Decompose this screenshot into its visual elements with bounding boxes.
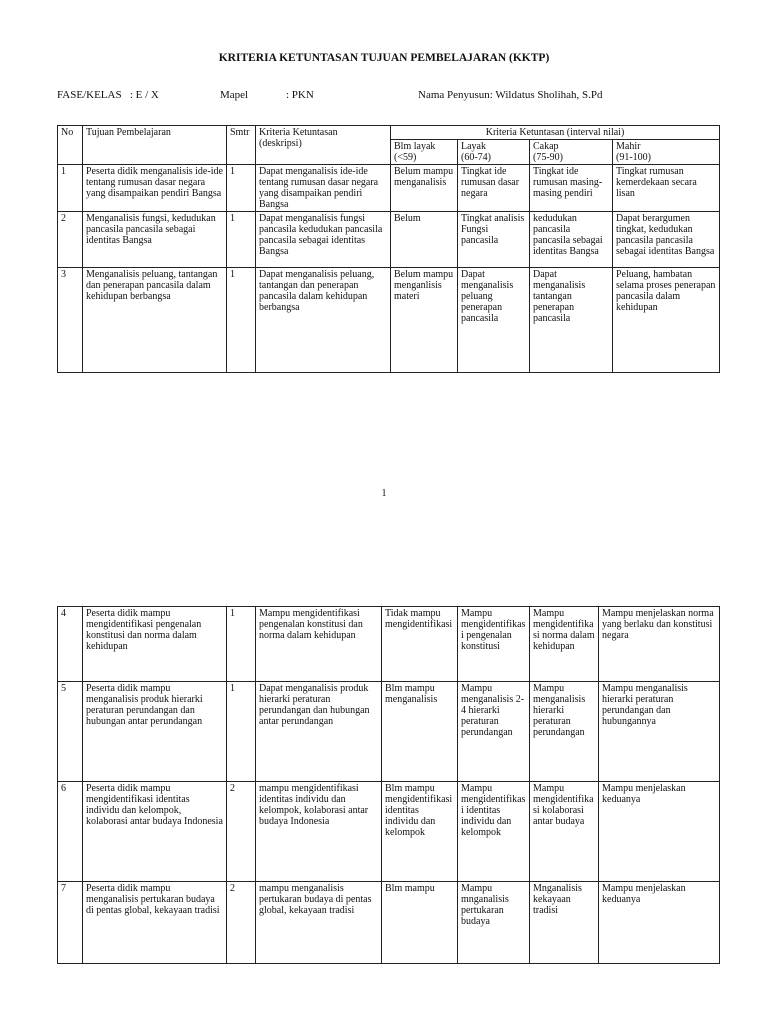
cell-tujuan: Peserta didik mampu mengidentifikasi identitas individu dan kelompok, kolaborasi antar budaya Indonesia [83,782,227,882]
cell-tujuan: Menganalisis peluang, tantangan dan penerapan pancasila dalam kehidupan berbangsa [83,268,227,373]
header-mahir: Mahir (91-100) [613,140,720,165]
cell-kriteria: mampu menganalisis pertukaran budaya di pentas global, kekayaan tradisi [256,882,382,964]
penyusun: Nama Penyusun: Wildatus Sholihah, S.Pd [418,89,603,101]
cell-layak: Mampu menganalisis 2-4 hierarki peraturan perundangan [458,682,530,782]
cell-cakap: kedudukan pancasila pancasila sebagai identitas Bangsa [530,212,613,268]
cell-no: 3 [58,268,83,373]
cell-kriteria: Dapat menganalisis peluang, tantangan dan penerapan pancasila dalam kehidupan berbangsa [256,268,391,373]
table-row [58,682,720,782]
cell-blm-layak: Belum mampu menganalisis [391,165,458,212]
mapel-label: Mapel [220,89,249,101]
cell-smtr: 2 [227,882,256,964]
cell-blm-layak: Belum [391,212,458,268]
cell-layak: Mampu mengidentifikasi pengenalan konstitusi [458,607,530,682]
cell-kriteria: Dapat menganalisis produk hierarki peraturan perundangan dan hubungan antar perundangan [256,682,382,782]
cell-kriteria: Mampu mengidentifikasi pengenalan konstitusi dan norma dalam kehidupan [256,607,382,682]
cell-tujuan: Peserta didik mampu mengidentifikasi pengenalan konstitusi dan norma dalam kehidupan [83,607,227,682]
cell-layak: Dapat menganalisis peluang penerapan pancasila [458,268,530,373]
cell-mahir: Dapat berargumen tingkat, kedudukan pancasila pancasila sebagai identitas Bangsa [613,212,720,268]
cell-no: 7 [58,882,83,964]
cell-layak: Mampu mnganalisis pertukaran budaya [458,882,530,964]
kktp-table-page-1 [57,125,720,373]
cell-no: 6 [58,782,83,882]
header-smtr: Smtr [227,126,256,165]
document-title: KRITERIA KETUNTASAN TUJUAN PEMBELAJARAN (KKTP) [218,52,550,64]
cell-tujuan: Peserta didik mampu menganalisis pertukaran budaya di pentas global, kekayaan tradisi [83,882,227,964]
header-layak: Layak (60-74) [458,140,530,165]
cell-mahir: Tingkat rumusan kemerdekaan secara lisan [613,165,720,212]
cell-cakap: Tingkat ide rumusan masing-masing pendiri [530,165,613,212]
cell-tujuan: Menganalisis fungsi, kedudukan pancasila pancasila sebagai identitas Bangsa [83,212,227,268]
cell-cakap: Mnganalisis kekayaan tradisi [530,882,599,964]
cell-mahir: Mampu menjelaskan keduanya [599,882,720,964]
cell-layak: Tingkat ide rumusan dasar negara [458,165,530,212]
cell-kriteria: mampu mengidentifikasi identitas individu dan kelompok, kolaborasi antar budaya Indonesia [256,782,382,882]
cell-cakap: Mampu mengidentifikasi kolaborasi antar budaya [530,782,599,882]
header-cakap: Cakap (75-90) [530,140,613,165]
cell-layak: Tingkat analisis Fungsi pancasila [458,212,530,268]
cell-smtr: 2 [227,782,256,882]
table-row [58,882,720,964]
page-number: 1 [381,488,387,499]
table-row [58,607,720,682]
fase-kelas: FASE/KELAS : E / X [57,89,159,101]
cell-blm-layak: Blm mampu mengidentifikasi identitas individu dan kelompok [382,782,458,882]
mapel-value: : PKN [286,89,314,101]
cell-smtr: 1 [227,212,256,268]
cell-no: 5 [58,682,83,782]
cell-no: 2 [58,212,83,268]
table-row [58,212,720,268]
cell-smtr: 1 [227,268,256,373]
cell-smtr: 1 [227,607,256,682]
cell-cakap: Mampu mengidentifikasi norma dalam kehidupan [530,607,599,682]
cell-blm-layak: Blm mampu menganalisis [382,682,458,782]
table-row [58,782,720,882]
header-blm-layak: Blm layak (<59) [391,140,458,165]
cell-mahir: Mampu menjelaskan norma yang berlaku dan konstitusi negara [599,607,720,682]
cell-mahir: Mampu menjelaskan keduanya [599,782,720,882]
cell-blm-layak: Belum mampu menganlisis materi [391,268,458,373]
cell-blm-layak: Blm mampu [382,882,458,964]
cell-smtr: 1 [227,682,256,782]
cell-cakap: Mampu menganalisis hierarki peraturan perundangan [530,682,599,782]
cell-tujuan: Peserta didik mampu menganalisis produk hierarki peraturan perundangan dan hubungan antar perundangan [83,682,227,782]
header-no: No [58,126,83,165]
cell-kriteria: Dapat menganalisis fungsi pancasila kedudukan pancasila pancasila sebagai identitas Bangsa [256,212,391,268]
cell-blm-layak: Tidak mampu mengidentifikasi [382,607,458,682]
cell-kriteria: Dapat menganalisis ide-ide tentang rumusan dasar negara yang disampaikan pendiri Bangsa [256,165,391,212]
cell-no: 4 [58,607,83,682]
kktp-table-page-2 [57,606,720,964]
table-row [58,268,720,373]
cell-layak: Mampu mengidentifikasi identitas individu dan kelompok [458,782,530,882]
header-interval: Kriteria Ketuntasan (interval nilai) [391,126,720,140]
table-row [58,165,720,212]
cell-smtr: 1 [227,165,256,212]
header-tujuan: Tujuan Pembelajaran [83,126,227,165]
header-kriteria: Kriteria Ketuntasan (deskripsi) [256,126,391,165]
cell-mahir: Peluang, hambatan selama proses penerapan pancasila dalam kehidupan [613,268,720,373]
cell-mahir: Mampu menganalisis hierarki peraturan perundangan dan hubungannya [599,682,720,782]
cell-no: 1 [58,165,83,212]
cell-cakap: Dapat menganalisis tantangan penerapan pancasila [530,268,613,373]
cell-tujuan: Peserta didik menganalisis ide-ide tentang rumusan dasar negara yang disampaikan pendiri Bangsa [83,165,227,212]
